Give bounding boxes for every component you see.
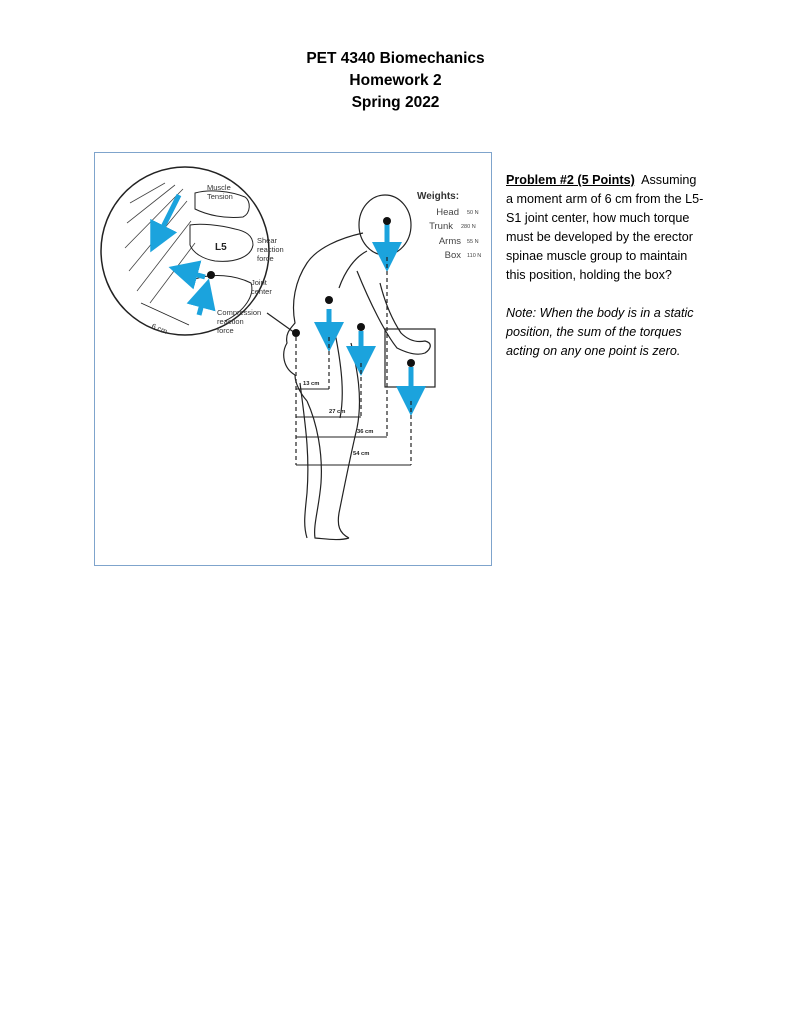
- head-com-dot: [383, 217, 391, 225]
- arms-weight-label: Arms: [438, 236, 461, 247]
- leg-front: [307, 401, 349, 540]
- figure-drawing: [95, 153, 493, 567]
- joint-label-1: Joint: [251, 278, 267, 287]
- trunk-weight-label: Trunk: [429, 221, 453, 232]
- weights-title: Weights:: [417, 191, 460, 202]
- dist-54-label: 54 cm: [353, 451, 370, 457]
- dist-13-label: 13 cm: [303, 381, 320, 387]
- problem-note: Note: When the body is in a static position, the sum of the torques acting on any one point is zero.: [506, 306, 694, 358]
- shear-label-1: Shear: [257, 236, 278, 245]
- muscle-label-1: Muscle: [207, 183, 231, 192]
- l5-label: L5: [215, 242, 227, 253]
- shear-label-2: reaction: [257, 245, 284, 254]
- l5s1-joint-dot: [292, 329, 300, 337]
- leg-inner: [335, 333, 342, 418]
- weights-legend: [429, 207, 481, 261]
- inset-pointer-line: [267, 313, 295, 333]
- term-title: Spring 2022: [351, 94, 440, 111]
- compression-label-3: force: [217, 326, 234, 335]
- box-weight-value: 110 N: [467, 253, 482, 259]
- biomechanics-figure: [94, 152, 492, 566]
- joint-center-dot: [207, 271, 215, 279]
- problem-heading: Problem #2 (5 Points): [506, 173, 635, 187]
- trunk-weight-value: 280 N: [461, 224, 476, 230]
- box-com-dot: [407, 359, 415, 367]
- assignment-title: Homework 2: [349, 72, 442, 89]
- problem-paragraph: [506, 171, 706, 285]
- rear-leg: [300, 383, 308, 538]
- joint-label-2: center: [251, 287, 272, 296]
- problem-text-block: [506, 171, 706, 361]
- dist-36-label: 36 cm: [357, 429, 374, 435]
- dist-27-label: 27 cm: [329, 409, 346, 415]
- moment-arm-label: 6 cm: [150, 321, 169, 336]
- head-weight-value: 50 N: [467, 210, 479, 216]
- shear-label-3: force: [257, 254, 274, 263]
- body-figure: [284, 195, 431, 540]
- back-outline: [339, 251, 367, 288]
- compression-label-1: Compression: [217, 308, 262, 317]
- muscle-label-2: Tension: [207, 192, 233, 201]
- title-block: [0, 48, 791, 114]
- arm-outline: [357, 271, 430, 354]
- problem-question: Assuming a moment arm of 6 cm from the L5-S1 joint center, how much torque must be developed by the erector spinae muscle group to maintain this position, holding the box?: [506, 173, 704, 282]
- arms-weight-value: 55 N: [467, 239, 479, 245]
- compression-label-2: reaction: [217, 317, 244, 326]
- arms-com-dot: [357, 323, 365, 331]
- course-title: PET 4340 Biomechanics: [306, 50, 485, 67]
- box-weight-label: Box: [444, 250, 461, 261]
- trunk-com-dot: [325, 296, 333, 304]
- head-weight-label: Head: [436, 207, 459, 218]
